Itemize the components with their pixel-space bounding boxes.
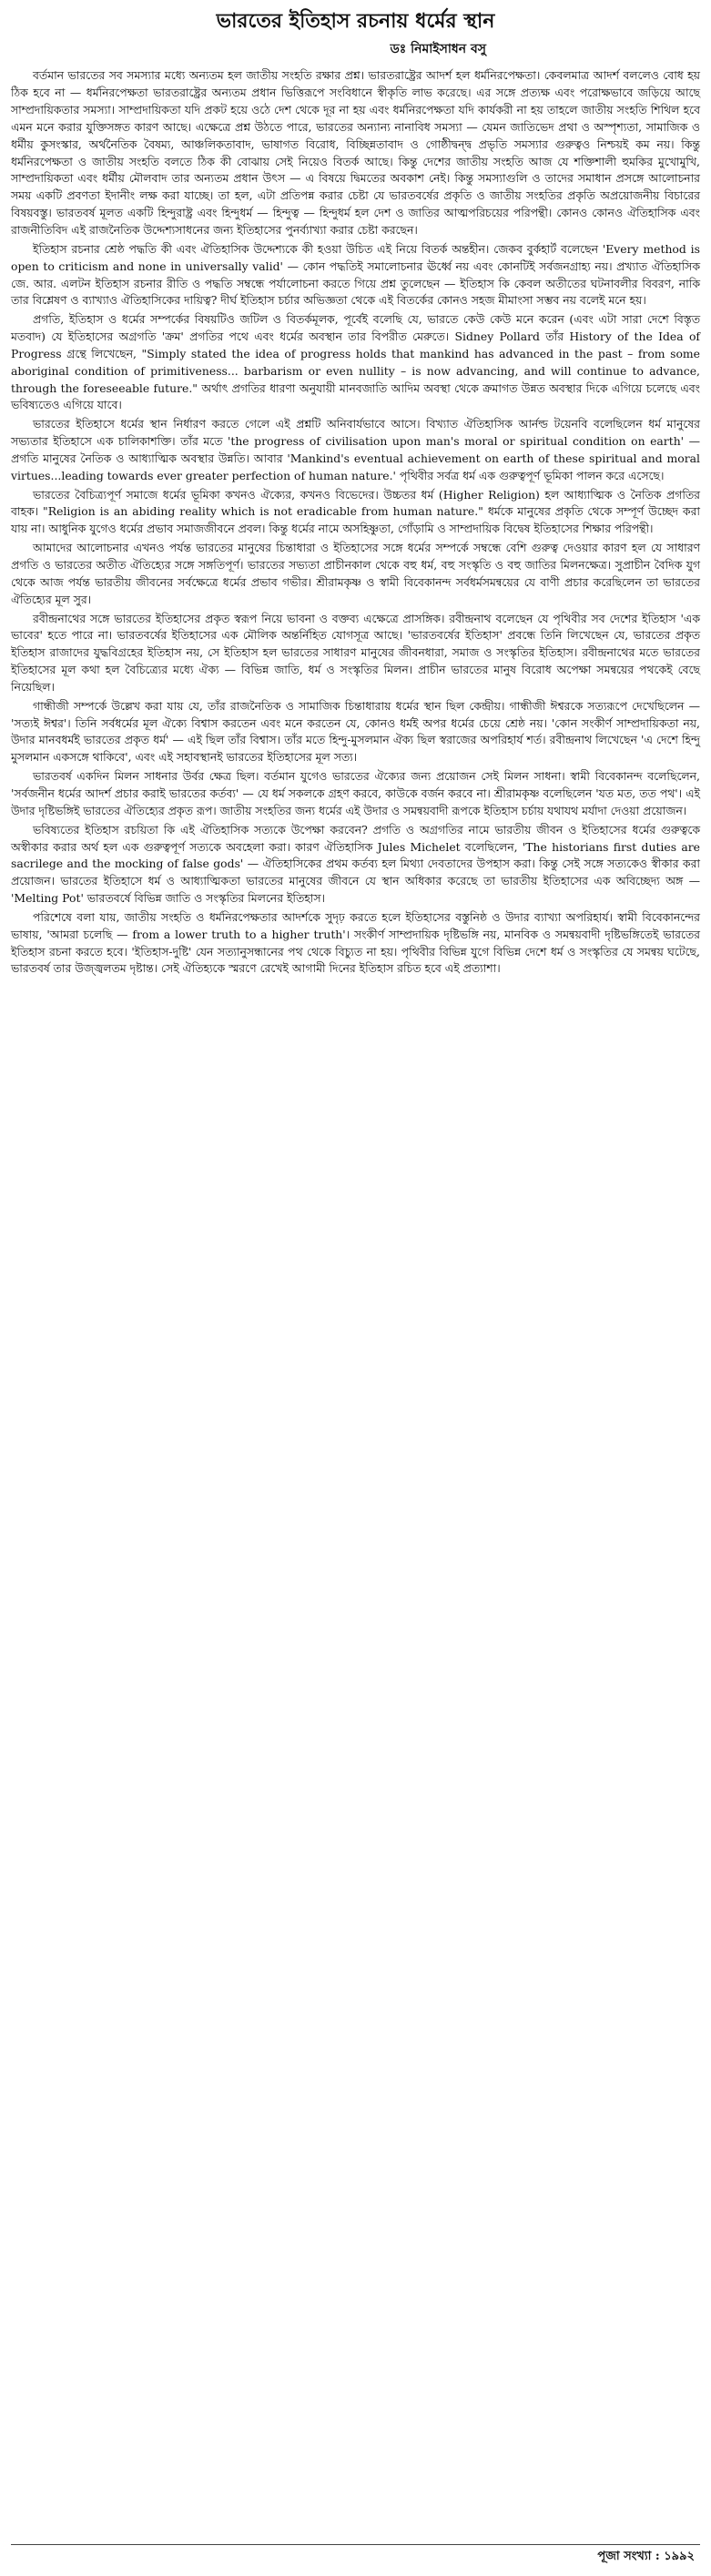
paragraph: ভারতের ইতিহাসে ধর্মের স্থান নির্ধারণ করতে গেলে এই প্রশ্নটি অনিবার্যভাবে আসে। বিখ্যাত ঐতিহাসিক আর্নল্ড টয়েনবি বলেছিলেন ধর্ম মানুষের সভ্যতার ইতিহাসে এক চালিকাশক্তি। তাঁর মতে 'the progress of civilisation upon man's moral or spiritual condition on earth' — প্রগতি মানুষের নৈতিক ও আধ্যাত্মিক অবস্থার উন্নতি। আবার 'Mankind's eventual achievement on earth of these spiritual and moral virtues...leading towards ever greater perfection of human nature.' পৃথিবীর সর্বত্র ধর্ম এক গুরুত্বপূর্ণ ভূমিকা পালন করে এসেছে। [11, 417, 700, 482]
paragraph: রবীন্দ্রনাথের সঙ্গে ভারতের ইতিহাসের প্রকৃত স্বরূপ নিয়ে ভাবনা ও বক্তব্য এক্ষেত্রে প্রাসঙ্গিক। রবীন্দ্রনাথ বলেছেন যে পৃথিবীর সব দেশের ইতিহাস 'এক ভাবের' হতে পারে না। ভারতবর্ষের ইতিহাসের এক মৌলিক অন্তর্নিহিত যোগসূত্র আছে। 'ভারতবর্ষের ইতিহাস' প্রবন্ধে তিনি লিখেছেন যে, ভারতের প্রকৃত ইতিহাস রাজাদের যুদ্ধবিগ্রহের ইতিহাস নয়, সে ইতিহাস হল ভারতের সাধারণ মানুষের জীবনধারা, সমাজ ও সংস্কৃতির ইতিহাস। রবীন্দ্রনাথের মতে ভারতের ইতিহাসের মূল কথা হল বৈচিত্র্যের মধ্যে ঐক্য — বিভিন্ন জাতি, ধর্ম ও সংস্কৃতির মিলন। প্রাচীন ভারতের মানুষ বিরোধ অপেক্ষা সমন্বয়ের পথকেই বেছে নিয়েছিল। [11, 611, 701, 694]
paragraph: ইতিহাস রচনার শ্রেষ্ঠ পদ্ধতি কী এবং ঐতিহাসিক উদ্দেশ্যকে কী হওয়া উচিত এই নিয়ে বিতর্ক অন্তহীন। জেকব বুর্কহার্ট বলেছেন 'Every method is open to criticism and none in universally valid' — কোন পদ্ধতিই সমালোচনার ঊর্ধ্বে নয় এবং কোনটিই সর্বজনগ্রাহ্য নয়। প্রখ্যাত ঐতিহাসিক জে. আর. এলটন ইতিহাস রচনার রীতি ও পদ্ধতি সম্বন্ধে পর্যালোচনা করতে গিয়ে প্রশ্ন তুলেছেন — ইতিহাস কি কেবল অতীতের ঘটনাবলীর বিবরণ, নাকি তার বিশ্লেষণ ও ব্যাখ্যাও ঐতিহাসিকের দায়িত্ব? দীর্ঘ ইতিহাস চর্চার অভিজ্ঞতা থেকে এই বিতর্কের কোনও সহজ মীমাংসা সম্ভব নয় বলেই মনে হয়। [11, 241, 700, 308]
paragraph: ভবিষ্যতের ইতিহাস রচয়িতা কি এই ঐতিহাসিক সত্যকে উপেক্ষা করবেন? প্রগতি ও অগ্রগতির নামে ভারতীয় জীবন ও ইতিহাসের ধর্মের গুরুত্বকে অস্বীকার করার অর্থ হল এক গুরুত্বপূর্ণ সত্যকে অবহেলা করা। কারণ ঐতিহাসিক Jules Michelet বলেছিলেন, 'The historians first duties are sacrilege and the mocking of false gods' — ঐতিহাসিকের প্রথম কর্তব্য হল মিথ্যা দেবতাদের উপহাস করা। কিন্তু সেই সঙ্গে সত্যকেও স্বীকার করা প্রয়োজন। ভারতের ইতিহাসে ধর্ম ও আধ্যাত্মিকতা ভারতের মানুষের জীবনে যে স্থান অধিকার করেছে তা ভারতীয় ইতিহাসের এক অবিচ্ছেদ্য অঙ্গ — 'Melting Pot' ভারতবর্ষে বিভিন্ন জাতি ও সংস্কৃতির মিলনের ইতিহাস। [11, 822, 700, 906]
paragraph: বর্তমান ভারতের সব সমস্যার মধ্যে অন্যতম হল জাতীয় সংহতি রক্ষার প্রশ্ন। ভারতরাষ্ট্রের আদর্শ হল ধর্মনিরপেক্ষতা। কেবলমাত্র আদর্শ বললেও বোধ হয় ঠিক হবে না — ধর্মনিরপেক্ষতা ভারতরাষ্ট্রের অন্যতম প্রধান ভিত্তিরূপে সংবিধানে স্বীকৃতি লাভ করেছে। এর সঙ্গে প্রত্যক্ষ এবং পরোক্ষভাবে জড়িয়ে আছে সাম্প্রদায়িকতার সমস্যা। সাম্প্রদায়িকতা যদি প্রকট হয়ে ওঠে দেশ থেকে দূর না হয় এবং ধর্মনিরপেক্ষতা যদি কার্যকরী না হয় তাহলে জাতীয় সংহতি শিথিল হবে এমন মনে করার যুক্তিসঙ্গত কারণ আছে। এক্ষেত্রে প্রশ্ন উঠতে পারে, ভারতের অন্যান্য নানাবিধ সমস্যা — যেমন জাতিভেদ প্রথা ও অস্পৃশ্যতা, সামাজিক ও ধর্মীয় কুসংস্কার, অর্থনৈতিক বৈষম্য, আঞ্চলিকতাবাদ, ভাষাগত বিরোধ, বিচ্ছিন্নতাবাদ ও গোষ্ঠীদ্বন্দ্ব প্রভৃতি সমস্যার গুরুত্বও নিশ্চয়ই কম নয়। কিন্তু ধর্মনিরপেক্ষতা ও জাতীয় সংহতি বলতে ঠিক কী বোঝায় সেই নিয়েও বিতর্ক আছে। কিন্তু দেশের জাতীয় সংহতি আজ যে শক্তিশালী হুমকির মুখোমুখি, সাম্প্রদায়িকতা এবং ধর্মীয় মৌলবাদ তার অন্যতম প্রধান উৎস — এ বিষয়ে দ্বিমতের অবকাশ নেই। কিন্তু সমস্যাগুলি ও তাদের সমাধান প্রসঙ্গে আলোচনার সময় একটি প্রবণতা ইদানীং লক্ষ করা যাচ্ছে। তা হল, এটা প্রতিপন্ন করার চেষ্টা যে ভারতবর্ষের প্রকৃতি ও জাতীয় সংহতির প্রকৃতি অপ্রয়োজনীয় বিচারের বিষয়বস্তু। ভারতবর্ষ মূলত একটি হিন্দুরাষ্ট্র এবং হিন্দুধর্ম — হিন্দুত্ব — হিন্দুধর্ম হল দেশ ও জাতির আত্মপরিচয়ের পরিপন্থী। কোনও কোনও ঐতিহাসিক এবং রাজনীতিবিদ এই রাজনৈতিক উদ্দেশ্যসাধনের জন্য ইতিহাসের পুনর্ব্যাখ্যা করার চেষ্টা করছেন। [11, 68, 700, 237]
article-author: ডঃ নিমাইসাধন বসু [390, 42, 486, 57]
paragraph: গান্ধীজী সম্পর্কে উল্লেখ করা যায় যে, তাঁর রাজনৈতিক ও সামাজিক চিন্তাধারায় ধর্মের স্থান ছিল কেন্দ্রীয়। গান্ধীজী ঈশ্বরকে সত্যরূপে দেখেছিলেন — 'সত্যই ঈশ্বর'। তিনি সর্বধর্মের মূল ঐক্যে বিশ্বাস করতেন এবং মনে করতেন যে, কোনও ধর্মই অপর ধর্মের চেয়ে শ্রেষ্ঠ নয়। 'কোন সংকীর্ণ সাম্প্রদায়িকতা নয়, উদার মানবধর্মই ভারতের প্রকৃত ধর্ম' — এই ছিল তাঁর বিশ্বাস। তাঁর মতে হিন্দু-মুসলমান ঐক্য ছিল স্বরাজের অপরিহার্য শর্ত। রবীন্দ্রনাথ লিখেছেন 'এ দেশে হিন্দু মুসলমান একসঙ্গে থাকিবে', এবং এই সহাবস্থানই ভারতের ইতিহাসের মূল সত্য। [11, 698, 700, 765]
paragraph: ভারতের বৈচিত্র্যপূর্ণ সমাজে ধর্মের ভূমিকা কখনও ঐক্যের, কখনও বিভেদের। উচ্চতর ধর্ম (Higher Religion) হল আধ্যাত্মিক ও নৈতিক প্রগতির বাহক। "Religion is an abiding reality which is not eradicable from human nature." ধর্মকে মানুষের প্রকৃতি থেকে সম্পূর্ণ উচ্ছেদ করা যায় না। আধুনিক যুগেও ধর্মের প্রভাব সমাজজীবনে প্রবল। কিন্তু ধর্মের নামে অসহিষ্ণুতা, গোঁড়ামি ও সাম্প্রদায়িক বিদ্বেষ ইতিহাসের শিক্ষার পরিপন্থী। [11, 487, 700, 536]
paragraph: আমাদের আলোচনার এখনও পর্যন্ত ভারতের মানুষের চিন্তাধারা ও ইতিহাসের সঙ্গে ধর্মের সম্পর্কে সম্বন্ধে বেশি গুরুত্ব দেওয়ার কারণ হল যে সাধারণ প্রগতি ও ভারতের অতীত ঐতিহ্যের সঙ্গে সঙ্গতিপূর্ণ। ভারতের সভ্যতা প্রাচীনকাল থেকে বহু ধর্ম, বহু সংস্কৃতি ও বহু জাতির মিলনক্ষেত্র। সুপ্রাচীন বৈদিক যুগ থেকে আজ পর্যন্ত ভারতীয় জীবনের সর্বক্ষেত্রে ধর্মের প্রভাব গভীর। শ্রীরামকৃষ্ণ ও স্বামী বিবেকানন্দ সর্বধর্মসমন্বয়ের যে বাণী প্রচার করেছিলেন তা ভারতের ঐতিহ্যের মূল সুর। [11, 541, 700, 606]
article-title: ভারতের ইতিহাস রচনায় ধর্মের স্থান [216, 9, 495, 33]
document-page [11, 0, 700, 2576]
page-label: পূজা সংখ্যা : ১৯৯২ [597, 2550, 695, 2563]
footer-divider [11, 2544, 700, 2545]
article-body [11, 67, 700, 978]
paragraph: প্রগতি, ইতিহাস ও ধর্মের সম্পর্কের বিষয়টিও জটিল ও বিতর্কমূলক, পূর্বেই বলেছি যে, ভারতে কেউ কেউ মনে করেন (এবং এটা সারা দেশে বিস্তৃত মতবাদ) যে ইতিহাসের অগ্রগতি 'ক্রম' প্রগতির পথে এবং ধর্মের অবস্থান তার বিপরীত মেরুতে। Sidney Pollard তাঁর History of the Idea of Progress গ্রন্থে লিখেছেন, "Simply stated the idea of progress holds that mankind has advanced in the past – from some aboriginal condition of primitiveness... barbarism or even nullity – is now advancing, and will continue to advance, through the foreseeable future." অর্থাৎ প্রগতির ধারণা অনুযায়ী মানবজাতি আদিম অবস্থা থেকে ক্রমাগত উন্নত অবস্থার দিকে এগিয়ে চলেছে এবং ভবিষ্যতেও এগিয়ে যাবে। [11, 312, 700, 412]
paragraph: ভারতবর্ষ একদিন মিলন সাধনার উর্বর ক্ষেত্র ছিল। বর্তমান যুগেও ভারতের ঐক্যের জন্য প্রয়োজন সেই মিলন সাধনা। স্বামী বিবেকানন্দ বলেছিলেন, 'সর্বজনীন ধর্মের আদর্শ প্রচার করাই ভারতের কর্তব্য' — যে ধর্ম সকলকে গ্রহণ করবে, কাউকে বর্জন করবে না। শ্রীরামকৃষ্ণ বলেছিলেন 'যত মত, তত পথ'। এই উদার দৃষ্টিভঙ্গিই ভারতের ঐতিহ্যের প্রকৃত রূপ। জাতীয় সংহতির জন্য ধর্মের এই উদার ও সমন্বয়বাদী রূপকে ইতিহাস চর্চায় যথাযথ মর্যাদা দেওয়া প্রয়োজন। [11, 769, 700, 817]
paragraph: পরিশেষে বলা যায়, জাতীয় সংহতি ও ধর্মনিরপেক্ষতার আদর্শকে সুদৃঢ় করতে হলে ইতিহাসের বস্তুনিষ্ঠ ও উদার ব্যাখ্যা অপরিহার্য। স্বামী বিবেকানন্দের ভাষায়, 'আমরা চলেছি — from a lower truth to a higher truth'। সংকীর্ণ সাম্প্রদায়িক দৃষ্টিভঙ্গি নয়, মানবিক ও সমন্বয়বাদী দৃষ্টিভঙ্গিতেই ভারতের ইতিহাস রচনা করতে হবে। 'ইতিহাস-দুষ্টি' যেন সত্যানুসন্ধানের পথ থেকে বিচ্যুত না হয়। পৃথিবীর বিভিন্ন যুগে বিভিন্ন দেশে ধর্ম ও সংস্কৃতির যে সমন্বয় ঘটেছে, ভারতবর্ষ তার উজ্জ্বলতম দৃষ্টান্ত। সেই ঐতিহ্যকে স্মরণে রেখেই আগামী দিনের ইতিহাস রচিত হবে এই প্রত্যাশা। [11, 909, 700, 976]
